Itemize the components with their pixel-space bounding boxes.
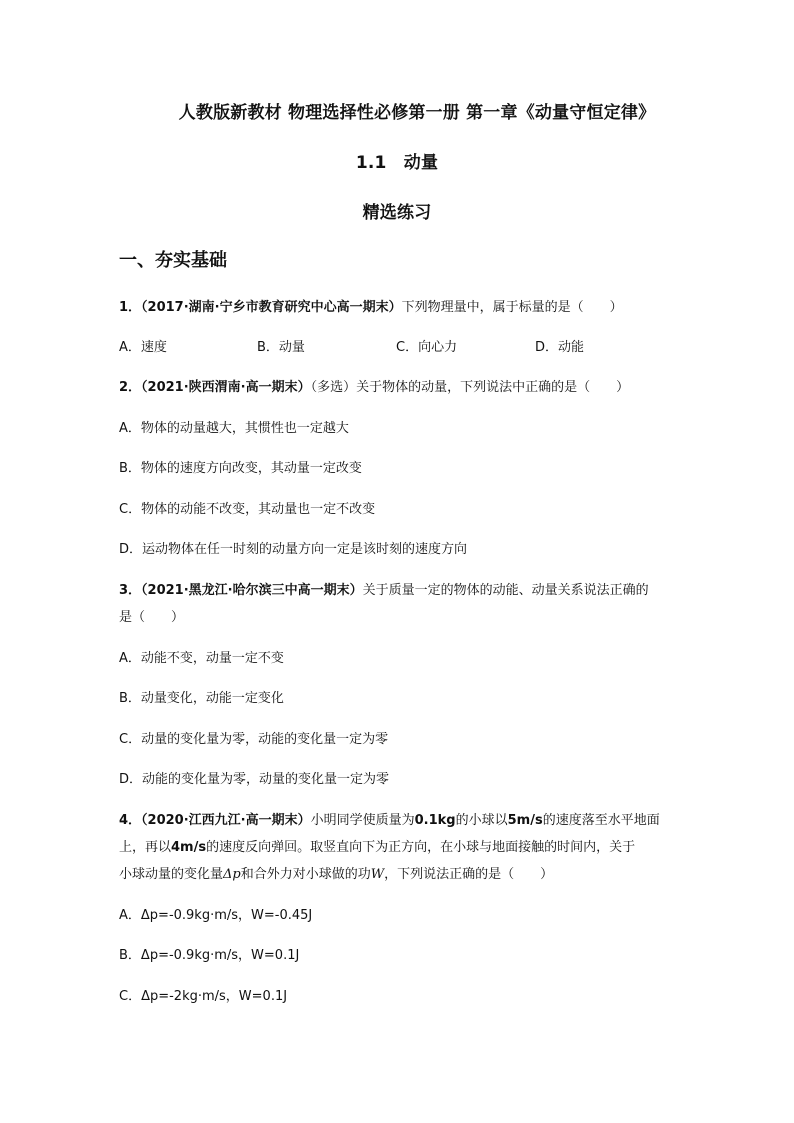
question-4-line-2 — [119, 836, 635, 855]
option-label: A． — [119, 908, 141, 923]
question-text: 上，再以 — [119, 840, 172, 855]
question-text: 的小球以 — [455, 813, 508, 828]
question-number: 4． — [119, 813, 142, 828]
q3-option-a: A．动能不变，动量一定不变 — [119, 651, 284, 666]
q2-option-d: D．运动物体在任一时刻的动量方向一定是该时刻的速度方向 — [119, 542, 468, 557]
option-value: Δp=-0.9kg·m/s，W=0.1J — [140, 948, 300, 963]
q4-option-c — [119, 985, 287, 1004]
q3-option-b: B．动量变化，动能一定变化 — [119, 691, 284, 706]
question-source: （2017·湖南·宁乡市教育研究中心高一期末） — [141, 300, 402, 315]
question-source: （2021·黑龙江·哈尔滨三中高一期末） — [141, 583, 363, 598]
option-label: B． — [119, 948, 141, 963]
q1-option-b: B．动量 — [257, 340, 305, 355]
question-number: 3． — [119, 583, 142, 598]
question-text: 下列物理量中，属于标量的是（ ） — [401, 300, 623, 315]
q2-option-b: B．物体的速度方向改变，其动量一定改变 — [119, 461, 362, 476]
lesson-subtitle: 1.1 动量 — [355, 153, 439, 173]
question-source: （2020·江西九江·高一期末） — [141, 813, 311, 828]
question-1 — [119, 296, 623, 315]
question-text: 小明同学使质量为 — [310, 813, 415, 828]
question-text: 小球动量的变化量 — [119, 867, 224, 882]
option-value: Δp=-0.9kg·m/s，W=-0.45J — [140, 908, 313, 923]
question-text: 的速度反向弹回。取竖直向下为正方向，在小球与地面接触的时间内，关于 — [206, 840, 636, 855]
question-source: （2021·陕西渭南·高一期末） — [141, 380, 311, 395]
question-3-continued: 是（ ） — [119, 610, 185, 625]
option-value: Δp=-2kg·m/s，W=0.1J — [141, 989, 288, 1004]
q2-option-a: A．物体的动量越大，其惯性也一定越大 — [119, 421, 349, 436]
question-text: 关于质量一定的物体的动能、动量关系说法正确的 — [362, 583, 649, 598]
q2-option-c: C．物体的动能不改变，其动量也一定不改变 — [119, 502, 376, 517]
question-3 — [119, 579, 649, 598]
work-symbol: W — [370, 867, 385, 882]
question-number: 1． — [119, 300, 142, 315]
q4-option-a — [119, 904, 312, 923]
section-heading: 一、夯实基础 — [119, 250, 227, 271]
q3-option-d: D．动能的变化量为零，动量的变化量一定为零 — [119, 772, 390, 787]
rebound-speed-value: 4m/s — [171, 840, 207, 855]
q3-option-c: C．动量的变化量为零，动能的变化量一定为零 — [119, 732, 389, 747]
question-number: 2． — [119, 380, 142, 395]
q1-option-a: A．速度 — [119, 340, 167, 355]
speed-value: 5m/s — [507, 813, 543, 828]
q1-option-d: D．动能 — [535, 340, 585, 355]
question-text: 的速度落至水平地面 — [542, 813, 660, 828]
q4-option-b — [119, 944, 299, 963]
question-4 — [119, 809, 660, 828]
document-title: 人教版新教材 物理选择性必修第一册 第一章《动量守恒定律》 — [178, 103, 656, 123]
q1-option-c: C．向心力 — [396, 340, 458, 355]
question-2 — [119, 376, 629, 395]
delta-p-symbol: Δp — [223, 867, 241, 882]
mass-value: 0.1kg — [414, 813, 456, 828]
question-text: 和合外力对小球做的功 — [240, 867, 371, 882]
question-text: ，下列说法正确的是（ ） — [384, 867, 554, 882]
option-label: C． — [119, 989, 142, 1004]
exercise-label: 精选练习 — [362, 203, 432, 223]
question-text: （多选）关于物体的动量，下列说法中正确的是（ ） — [310, 380, 630, 395]
question-4-line-3 — [119, 863, 553, 882]
